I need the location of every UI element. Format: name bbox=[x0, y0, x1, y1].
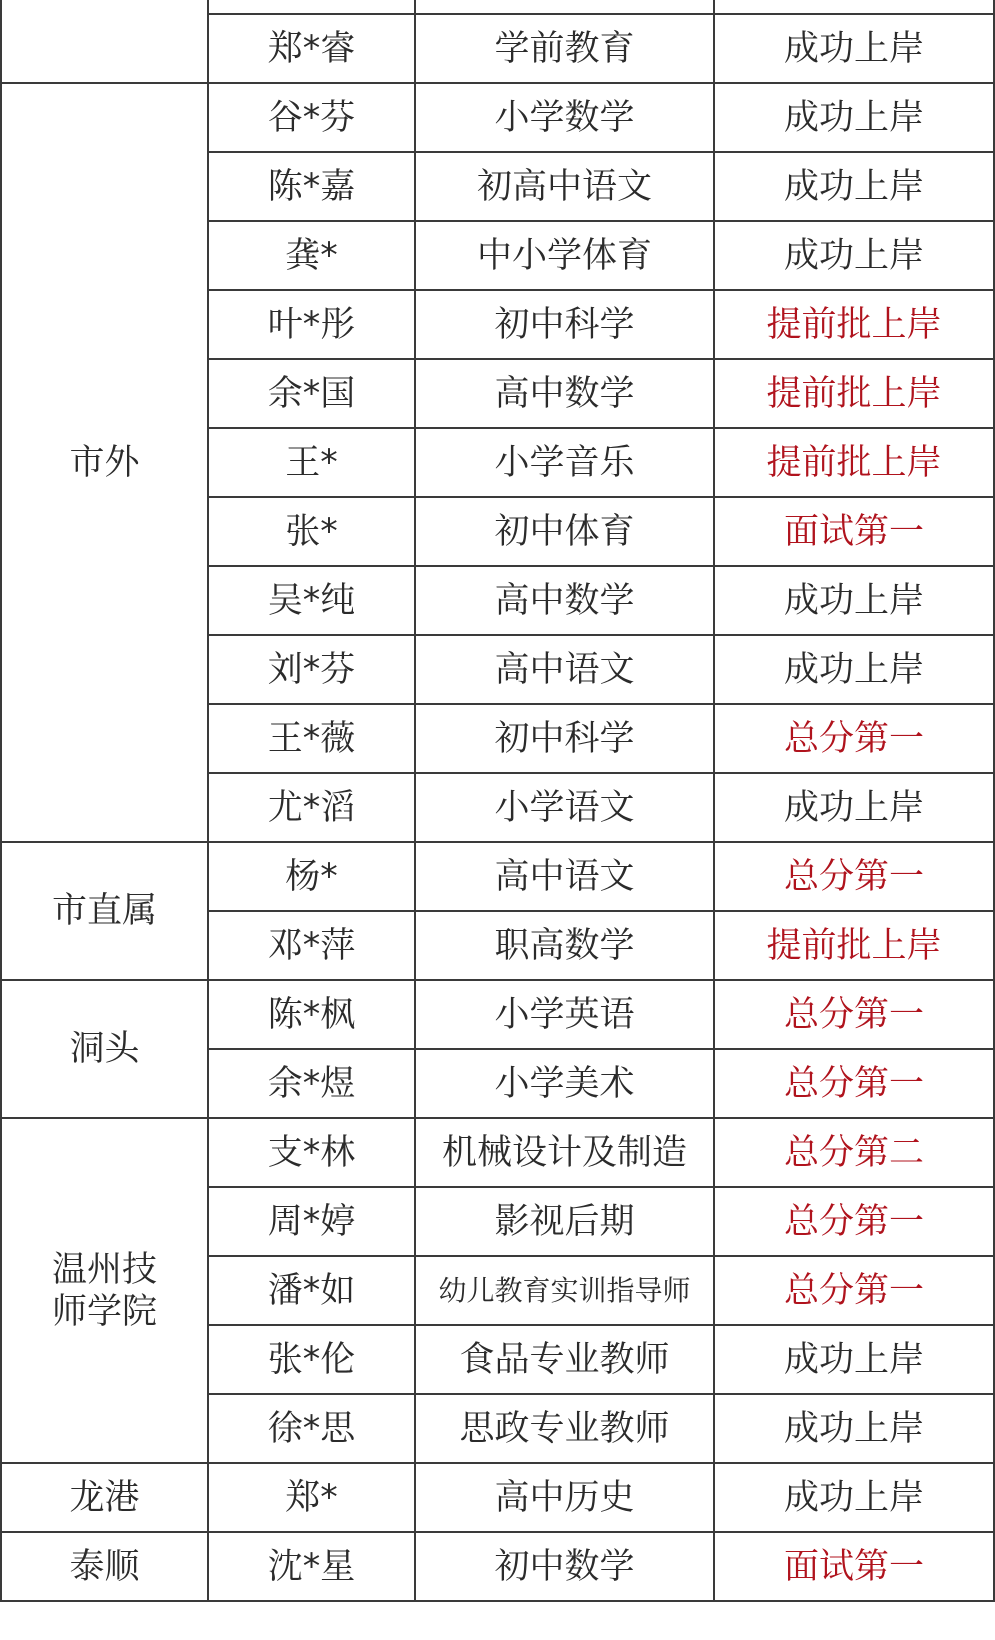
status-cell: 总分第一 bbox=[714, 704, 994, 773]
name-cell: 龚* bbox=[208, 221, 415, 290]
status-cell: 成功上岸 bbox=[714, 1394, 994, 1463]
table-row bbox=[1, 1463, 994, 1532]
name-cell: 沈*星 bbox=[208, 1532, 415, 1601]
name-cell: 周*婷 bbox=[208, 1187, 415, 1256]
status-cell: 总分第一 bbox=[714, 980, 994, 1049]
status-cell: 总分第二 bbox=[714, 1118, 994, 1187]
name-cell: 邓*萍 bbox=[208, 911, 415, 980]
name-cell: 潘*如 bbox=[208, 1256, 415, 1325]
region-cell bbox=[1, 1463, 208, 1532]
status-cell: 总分第一 bbox=[714, 842, 994, 911]
name-cell: 杨* bbox=[208, 842, 415, 911]
name-cell: 陈*嘉 bbox=[208, 152, 415, 221]
name-cell: 张* bbox=[208, 497, 415, 566]
table-row bbox=[1, 842, 994, 911]
subject-cell: 初高中语文 bbox=[415, 152, 714, 221]
subject-cell: 小学英语 bbox=[415, 980, 714, 1049]
name-cell: 谷*芬 bbox=[208, 83, 415, 152]
region-label: 洞头 bbox=[69, 1029, 140, 1069]
region-label: 泰顺 bbox=[69, 1546, 140, 1587]
name-cell: 王* bbox=[208, 428, 415, 497]
status-cell: 面试第一 bbox=[714, 1532, 994, 1601]
subject-cell: 高中语文 bbox=[415, 635, 714, 704]
status-cell: 成功上岸 bbox=[714, 83, 994, 152]
table-row bbox=[1, 980, 994, 1049]
name-cell: 张*伦 bbox=[208, 1325, 415, 1394]
subject-cell: 小学音乐 bbox=[415, 428, 714, 497]
subject-cell: 初中科学 bbox=[415, 290, 714, 359]
subject-cell: 思政专业教师 bbox=[415, 1394, 714, 1463]
name-cell: 徐*思 bbox=[208, 1394, 415, 1463]
status-cell: 成功上岸 bbox=[714, 1325, 994, 1394]
status-cell bbox=[714, 0, 994, 14]
name-cell: 支*林 bbox=[208, 1118, 415, 1187]
subject-cell: 初中科学 bbox=[415, 704, 714, 773]
status-cell: 总分第一 bbox=[714, 1049, 994, 1118]
subject-cell: 学前教育 bbox=[415, 14, 714, 83]
region-cell bbox=[1, 83, 208, 842]
region-cell bbox=[1, 0, 208, 83]
subject-cell: 幼儿教育实训指导师 bbox=[415, 1256, 714, 1325]
status-cell: 提前批上岸 bbox=[714, 359, 994, 428]
table-row bbox=[1, 0, 994, 14]
region-label: 市外 bbox=[69, 442, 140, 483]
name-cell: 郑*睿 bbox=[208, 14, 415, 83]
subject-cell: 机械设计及制造 bbox=[415, 1118, 714, 1187]
name-cell: 王*薇 bbox=[208, 704, 415, 773]
subject-cell: 初中数学 bbox=[415, 1532, 714, 1601]
name-cell bbox=[208, 0, 415, 14]
subject-cell: 高中语文 bbox=[415, 842, 714, 911]
region-label: 市直属 bbox=[51, 891, 157, 931]
region-label: 龙港 bbox=[69, 1477, 140, 1518]
table-row bbox=[1, 1118, 994, 1187]
status-cell: 总分第一 bbox=[714, 1187, 994, 1256]
subject-cell: 食品专业教师 bbox=[415, 1325, 714, 1394]
region-label: 温州技 bbox=[51, 1249, 157, 1290]
name-cell: 尤*滔 bbox=[208, 773, 415, 842]
name-cell: 余*煜 bbox=[208, 1049, 415, 1118]
subject-cell: 高中历史 bbox=[415, 1463, 714, 1532]
name-cell: 刘*芬 bbox=[208, 635, 415, 704]
name-cell: 郑* bbox=[208, 1463, 415, 1532]
region-cell bbox=[1, 1118, 208, 1463]
table-row bbox=[1, 83, 994, 152]
region-cell bbox=[1, 980, 208, 1118]
name-cell: 余*国 bbox=[208, 359, 415, 428]
status-cell: 成功上岸 bbox=[714, 152, 994, 221]
subject-cell: 高中数学 bbox=[415, 566, 714, 635]
status-cell: 面试第一 bbox=[714, 497, 994, 566]
table-row bbox=[1, 1532, 994, 1601]
region-cell bbox=[1, 1532, 208, 1601]
status-cell: 成功上岸 bbox=[714, 14, 994, 83]
subject-cell: 初中体育 bbox=[415, 497, 714, 566]
subject-cell: 高中数学 bbox=[415, 359, 714, 428]
region-label: 师学院 bbox=[51, 1291, 157, 1332]
subject-cell: 中小学体育 bbox=[415, 221, 714, 290]
subject-cell: 小学数学 bbox=[415, 83, 714, 152]
subject-cell: 小学语文 bbox=[415, 773, 714, 842]
subject-cell: 小学美术 bbox=[415, 1049, 714, 1118]
status-cell: 提前批上岸 bbox=[714, 428, 994, 497]
status-cell: 提前批上岸 bbox=[714, 911, 994, 980]
name-cell: 叶*彤 bbox=[208, 290, 415, 359]
subject-cell bbox=[415, 0, 714, 14]
region-cell bbox=[1, 842, 208, 980]
name-cell: 吴*纯 bbox=[208, 566, 415, 635]
subject-cell: 职高数学 bbox=[415, 911, 714, 980]
status-cell: 成功上岸 bbox=[714, 773, 994, 842]
subject-cell: 影视后期 bbox=[415, 1187, 714, 1256]
results-body bbox=[1, 0, 994, 1601]
status-cell: 成功上岸 bbox=[714, 1463, 994, 1532]
status-cell: 成功上岸 bbox=[714, 221, 994, 290]
status-cell: 成功上岸 bbox=[714, 566, 994, 635]
name-cell: 陈*枫 bbox=[208, 980, 415, 1049]
status-cell: 总分第一 bbox=[714, 1256, 994, 1325]
status-cell: 提前批上岸 bbox=[714, 290, 994, 359]
status-cell: 成功上岸 bbox=[714, 635, 994, 704]
